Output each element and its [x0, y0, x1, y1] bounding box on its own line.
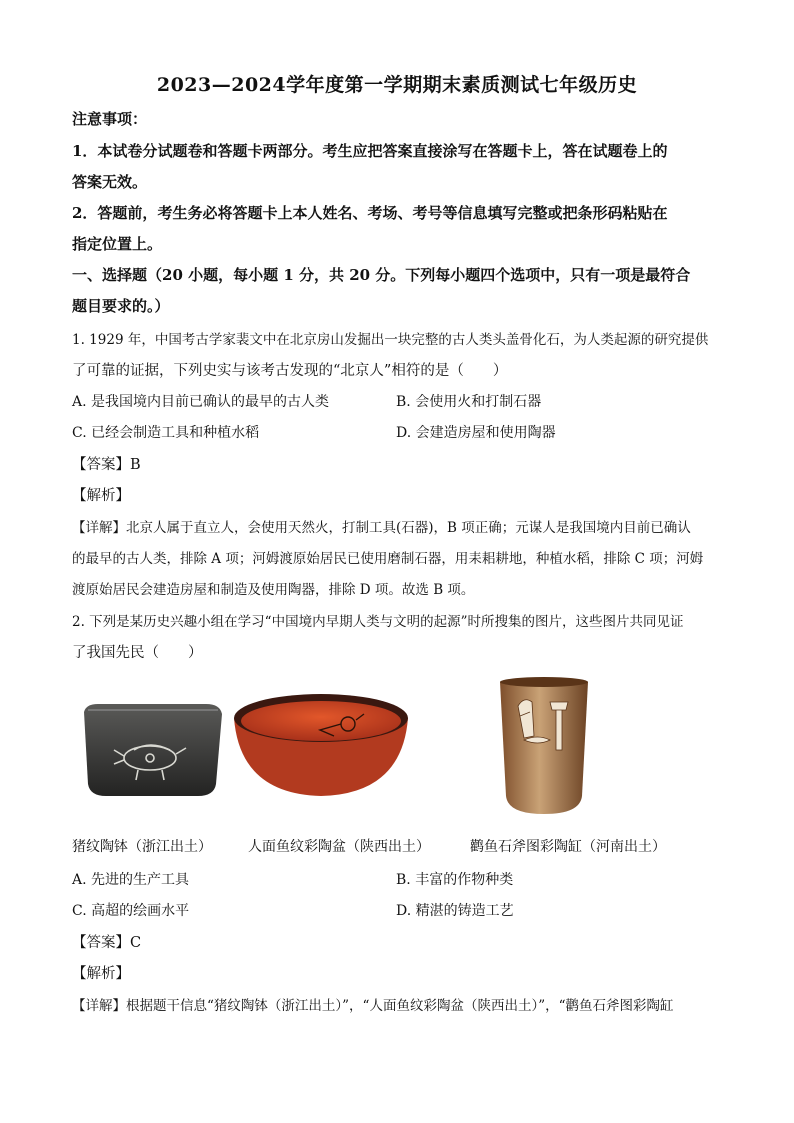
section-heading-line-1: 一、选择题（20 小题，每小题 1 分，共 20 分。下列每小题四个选项中，只有一项是最符合: [72, 266, 691, 284]
q2-option-d: D. 精湛的铸造工艺: [396, 903, 514, 919]
q2-option-b: B. 丰富的作物种类: [396, 872, 514, 888]
q2-option-a: A. 先进的生产工具: [72, 872, 190, 888]
q1-option-d: D. 会建造房屋和使用陶器: [396, 425, 556, 441]
q2-stem-line-1: 2. 下列是某历史兴趣小组在学习“中国境内早期人类与文明的起源”时所搜集的图片，这些图片共同见证: [72, 614, 684, 630]
stork-fish-axe-jar-image: [494, 676, 594, 818]
q1-detail-line-1: 【详解】北京人属于直立人，会使用天然火，打制工具(石器)，B 项正确；元谋人是我国境内目前已确认: [72, 520, 691, 536]
notice-item-2-line-1: 2．答题前，考生务必将答题卡上本人姓名、考场、考号等信息填写完整或把条形码粘贴在: [72, 204, 668, 222]
q2-analysis-label: 【解析】: [72, 966, 130, 982]
notice-heading: 注意事项：: [72, 110, 148, 128]
notice-item-1-line-1: 1．本试卷分试题卷和答题卡两部分。考生应把答案直接涂写在答题卡上，答在试题卷上的: [72, 142, 668, 160]
q1-stem-line-1: 1. 1929 年，中国考古学家裴文中在北京房山发掘出一块完整的古人类头盖骨化石，为人类起源的研究提供: [72, 332, 709, 348]
caption-fish-face-basin: 人面鱼纹彩陶盆（陕西出土）: [248, 839, 430, 855]
q2-stem-line-2: 了我国先民（ ）: [72, 645, 203, 661]
q1-detail-line-2: 的最早的古人类，排除 A 项；河姆渡原始居民已使用磨制石器，用耒耜耕地，种植水稻，排除 C 项；河姆: [72, 551, 704, 567]
q1-analysis-label: 【解析】: [72, 488, 130, 504]
fish-face-basin-image: [230, 690, 412, 800]
pig-pattern-bowl-image: [78, 700, 226, 800]
caption-pig-pattern-bowl: 猪纹陶钵（浙江出土）: [72, 839, 212, 855]
q1-answer: 【答案】B: [72, 457, 141, 473]
q1-option-b: B. 会使用火和打制石器: [396, 394, 542, 410]
q1-option-c: C. 已经会制造工具和种植水稻: [72, 425, 260, 441]
q1-stem-line-2: 了可靠的证据，下列史实与该考古发现的“北京人”相符的是（ ）: [72, 363, 508, 379]
q2-option-c: C. 高超的绘画水平: [72, 903, 190, 919]
notice-item-2-line-2: 指定位置上。: [72, 235, 163, 253]
q1-option-a: A. 是我国境内目前已确认的最早的古人类: [72, 394, 330, 410]
section-heading-line-2: 题目要求的。）: [72, 297, 170, 315]
page-title: 2023—2024学年度第一学期期末素质测试七年级历史: [156, 74, 638, 96]
q2-answer: 【答案】C: [72, 935, 142, 951]
q1-detail-line-3: 渡原始居民会建造房屋和制造及使用陶器，排除 D 项。故选 B 项。: [72, 582, 475, 598]
notice-item-1-line-2: 答案无效。: [72, 173, 148, 191]
q2-detail-line-1: 【详解】根据题干信息“猪纹陶钵（浙江出土）”，“人面鱼纹彩陶盆（陕西出土）”，“鹳鱼石斧图彩陶缸: [72, 998, 674, 1014]
caption-stork-fish-axe-jar: 鹳鱼石斧图彩陶缸（河南出土）: [470, 839, 666, 855]
